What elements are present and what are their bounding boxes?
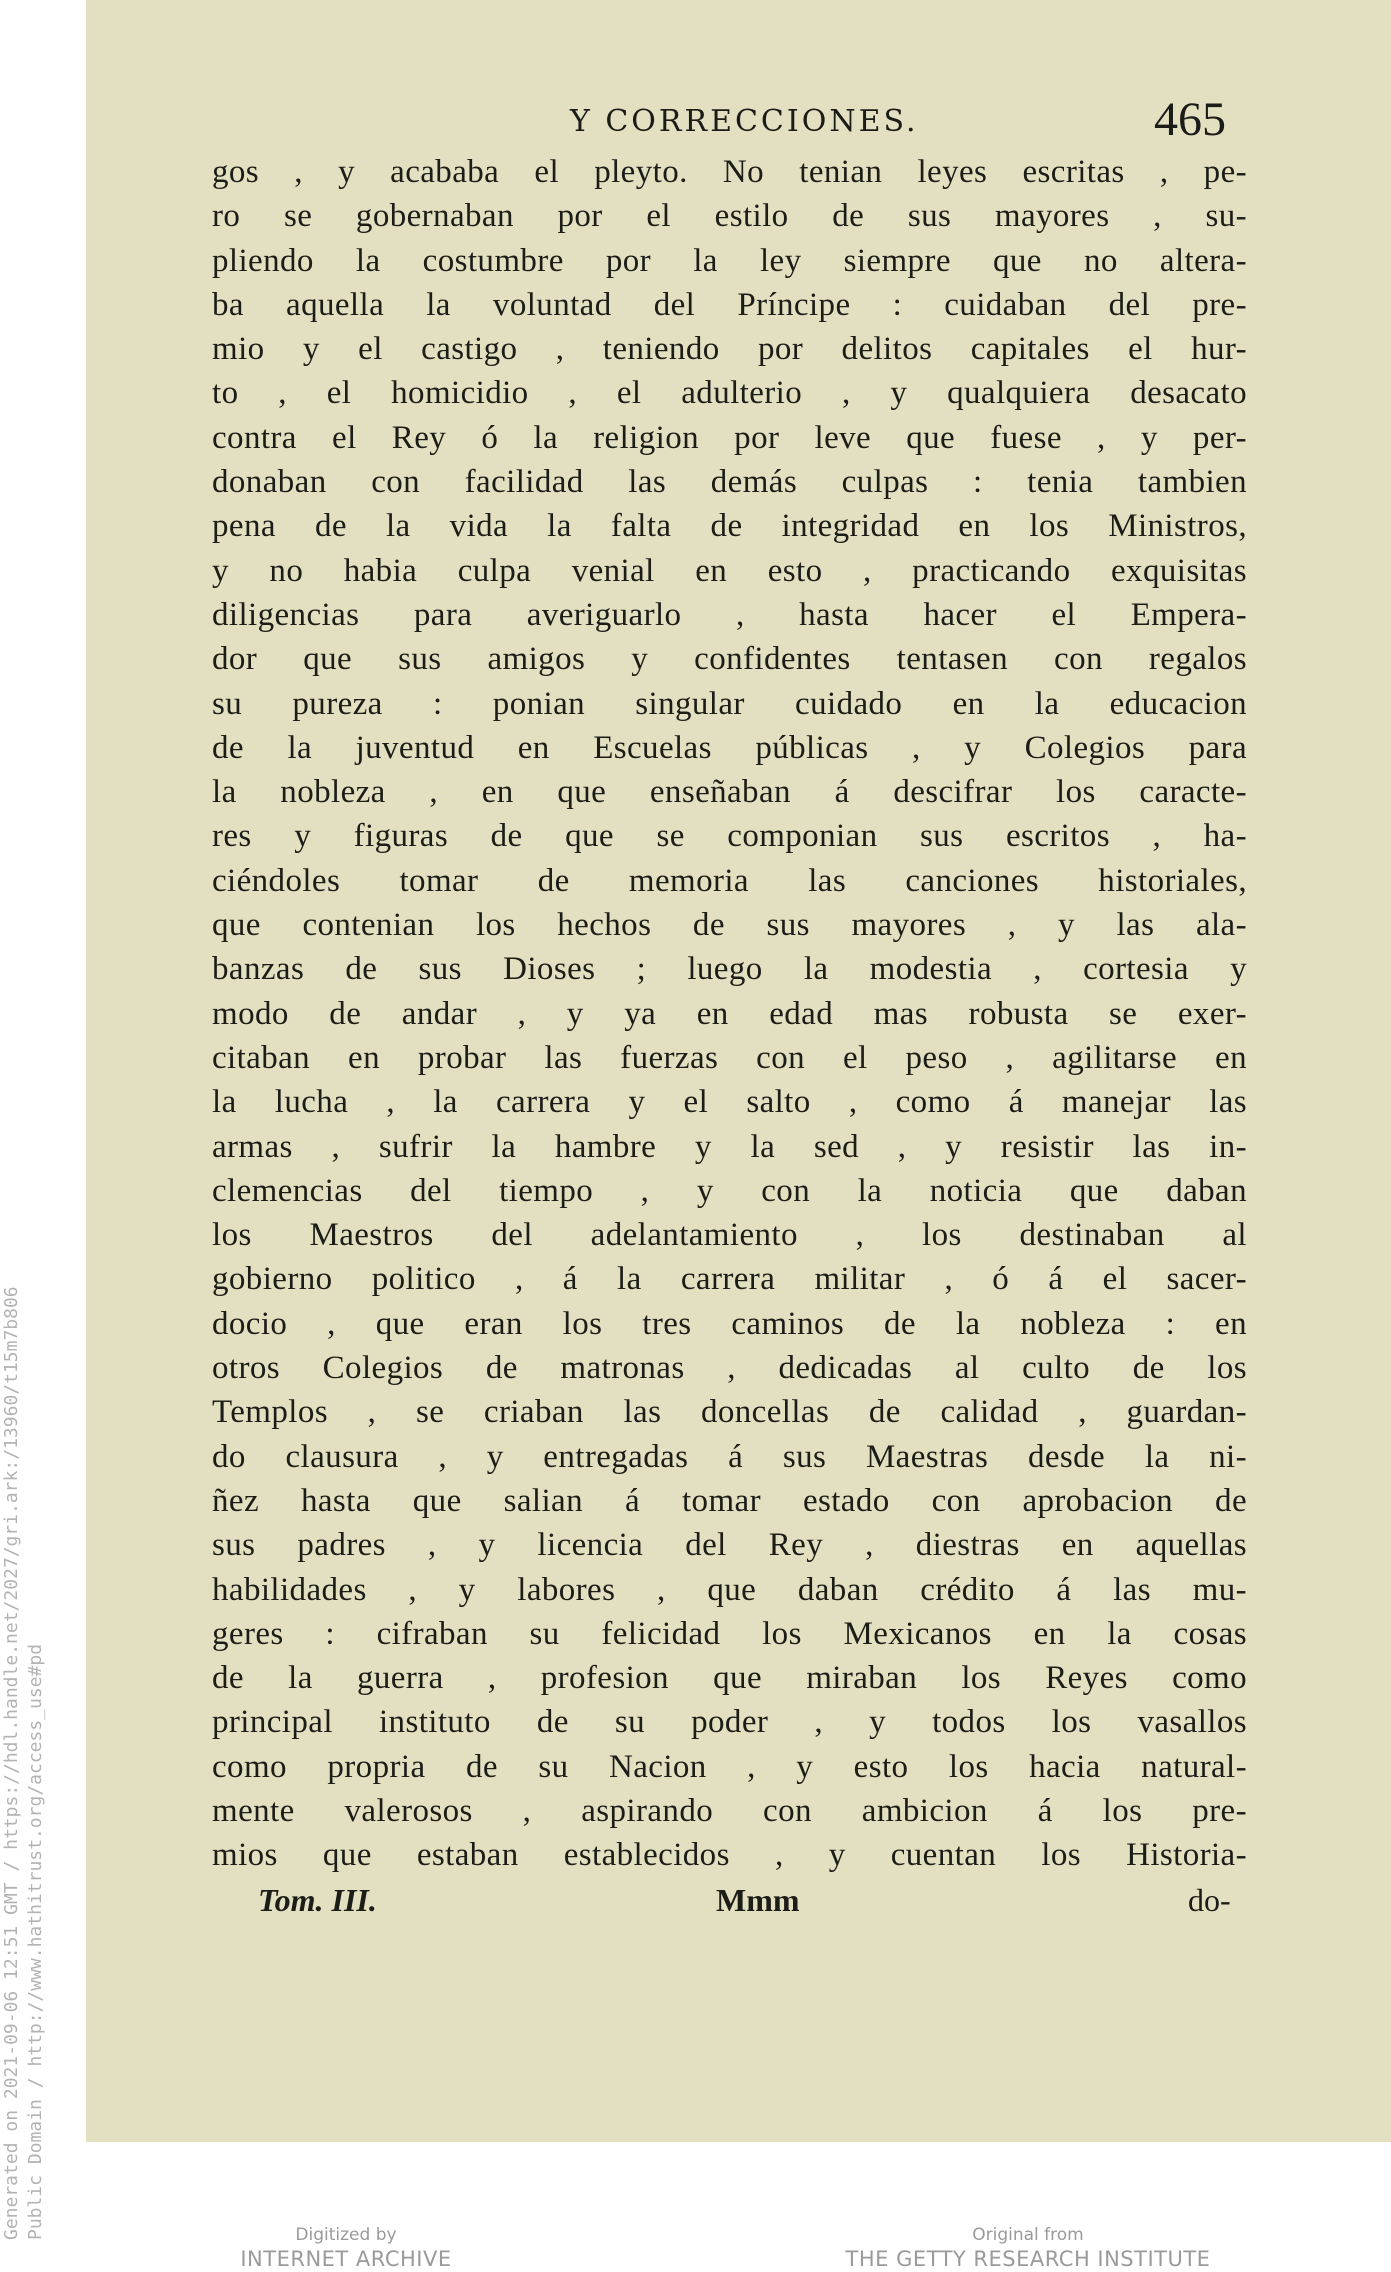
text-line: ro se gobernaban por el estilo de sus mayores , su- [212,198,1247,235]
text-line: res y figuras de que se componian sus escritos , ha- [212,818,1247,855]
text-line: gobierno politico , á la carrera militar , ó á el sacer- [212,1261,1247,1298]
original-label: Original from [972,2225,1084,2245]
text-line: la lucha , la carrera y el salto , como á manejar las [212,1084,1247,1121]
text-line: citaban en probar las fuerzas con el peso , agilitarse en [212,1039,1247,1076]
page-header [86,93,1391,156]
text-line: ñez hasta que salian á tomar estado con aprobacion de [212,1482,1247,1519]
text-line: do clausura , y entregadas á sus Maestras desde la ni- [212,1438,1247,1475]
body-text [212,150,1247,1878]
page-footer [86,1882,1391,1932]
original-institution: THE GETTY RESEARCH INSTITUTE [845,2247,1211,2271]
text-line: pena de la vida la falta de integridad en los Ministros, [212,508,1247,545]
running-head: Y CORRECCIONES. [570,104,919,139]
text-line: mios que estaban establecidos , y cuentan los Historia- [212,1837,1247,1874]
text-line: su pureza : ponian singular cuidado en la educacion [212,685,1247,722]
text-line: banzas de sus Dioses ; luego la modestia , cortesia y [212,951,1247,988]
text-line: como propria de su Nacion , y esto los hacia natural- [212,1748,1247,1785]
signature-mark: Mmm [716,1882,800,1918]
text-line: dor que sus amigos y confidentes tentasen con regalos [212,641,1247,678]
text-line: habilidades , y labores , que daban crédito á las mu- [212,1571,1247,1608]
text-line: ba aquella la voluntad del Príncipe : cuidaban del pre- [212,286,1247,323]
text-line: los Maestros del adelantamiento , los destinaban al [212,1217,1247,1254]
text-line: donaban con facilidad las demás culpas : tenia tambien [212,464,1247,501]
text-line: to , el homicidio , el adulterio , y qualquiera desacato [212,375,1247,412]
text-line: otros Colegios de matronas , dedicadas al culto de los [212,1350,1247,1387]
original-from-credit [838,2224,1218,2272]
text-line: docio , que eran los tres caminos de la nobleza : en [212,1305,1247,1342]
text-line: la nobleza , en que enseñaban á descifrar los caracte- [212,774,1247,811]
text-line: sus padres , y licencia del Rey , diestras en aquellas [212,1527,1247,1564]
text-line: ciéndoles tomar de memoria las canciones historiales, [212,862,1247,899]
catchword: do- [1188,1882,1231,1918]
text-line: principal instituto de su poder , y todos los vasallos [212,1704,1247,1741]
text-line: clemencias del tiempo , y con la noticia que daban [212,1172,1247,1209]
text-line: diligencias para averiguarlo , hasta hacer el Empera- [212,596,1247,633]
digitized-label: Digitized by [295,2225,397,2245]
text-line: contra el Rey ó la religion por leve que fuese , y per- [212,419,1247,456]
book-page [86,0,1391,2142]
text-line: modo de andar , y ya en edad mas robusta se exer- [212,995,1247,1032]
public-domain-line: Public Domain / http://www.hathitrust.org/access_use#pd [25,1643,46,2240]
text-line: de la juventud en Escuelas públicas , y Colegios para [212,729,1247,766]
page-number: 465 [1154,93,1226,146]
text-line: Templos , se criaban las doncellas de calidad , guardan- [212,1394,1247,1431]
digitizer-name: INTERNET ARCHIVE [240,2247,452,2271]
text-line: mente valerosos , aspirando con ambicion á los pre- [212,1792,1247,1829]
text-line: que contenian los hechos de sus mayores , y las ala- [212,907,1247,944]
text-line: y no habia culpa venial en esto , practicando exquisitas [212,552,1247,589]
text-line: de la guerra , profesion que miraban los Reyes como [212,1660,1247,1697]
text-line: geres : cifraban su felicidad los Mexicanos en la cosas [212,1615,1247,1652]
side-watermark [0,1140,56,2240]
text-line: gos , y acababa el pleyto. No tenian leyes escritas , pe- [212,154,1247,190]
text-line: pliendo la costumbre por la ley siempre que no altera- [212,242,1247,279]
text-line: mio y el castigo , teniendo por delitos capitales el hur- [212,331,1247,368]
volume-signature: Tom. III. [258,1882,377,1918]
generated-line: Generated on 2021-09-06 12:51 GMT / https://hdl.handle.net/2027/gri.ark:/13960/t15m7b806 [1,1286,22,2240]
digitized-by-credit [226,2224,466,2272]
text-line: armas , sufrir la hambre y la sed , y resistir las in- [212,1128,1247,1165]
